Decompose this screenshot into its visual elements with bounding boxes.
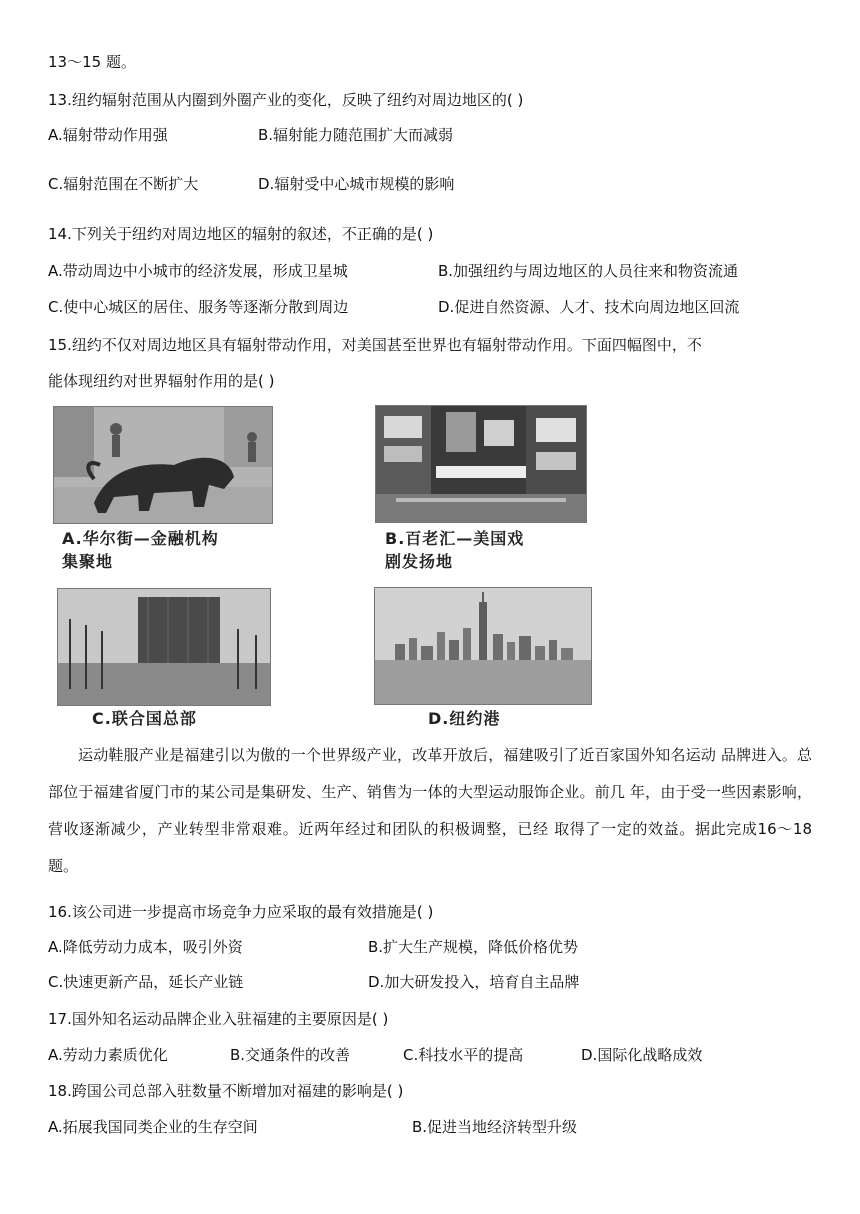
- caption-b-line1: B.百老汇—美国戏: [385, 529, 525, 548]
- q13-stem: 13.纽约辐射范围从内圈到外圈产业的变化，反映了纽约对周边地区的( ): [48, 91, 524, 109]
- q16-option-a: A.降低劳动力成本，吸引外资: [48, 938, 243, 956]
- q18-option-b: B.促进当地经济转型升级: [412, 1118, 578, 1136]
- un-building-illustration: [58, 589, 270, 705]
- intro-line: 13～15 题。: [48, 53, 136, 71]
- q13-option-a: A.辐射带动作用强: [48, 126, 168, 144]
- q15-stem-line1: 15.纽约不仅对周边地区具有辐射带动作用，对美国甚至世界也有辐射带动作用。下面四幅图中，不: [48, 336, 702, 354]
- q13-option-b: B.辐射能力随范围扩大而减弱: [258, 126, 454, 144]
- skyline-illustration: [375, 588, 591, 704]
- q13-option-c: C.辐射范围在不断扩大: [48, 175, 199, 193]
- q17-option-a: A.劳动力素质优化: [48, 1046, 168, 1064]
- q15-stem-line2: 能体现纽约对世界辐射作用的是( ): [48, 372, 275, 390]
- q16-stem: 16.该公司进一步提高市场竞争力应采取的最有效措施是( ): [48, 903, 434, 921]
- caption-c: C.联合国总部: [92, 709, 197, 728]
- caption-d: D.纽约港: [428, 709, 501, 728]
- broadway-illustration: [376, 406, 586, 522]
- q14-option-c: C.使中心城区的居住、服务等逐渐分散到周边: [48, 298, 349, 316]
- caption-b-line2: 剧发扬地: [385, 552, 454, 571]
- q14-option-b: B.加强纽约与周边地区的人员往来和物资流通: [438, 262, 739, 280]
- bull-illustration: [54, 407, 272, 523]
- q17-option-c: C.科技水平的提高: [403, 1046, 524, 1064]
- q16-option-d: D.加大研发投入，培育自主品牌: [368, 973, 580, 991]
- passage-paragraph: 运动鞋服产业是福建引以为傲的一个世界级产业，改革开放后，福建吸引了近百家国外知名运动 品牌进入。总部位于福建省厦门市的某公司是集研发、生产、销售为一体的大型运动服饰企业。前几 年，由于受一些因素影响，营收逐渐减少，产业转型非常艰难。近两年经过和团队的积极调整，已经 取得了一定的效益。据此完成16～18 题。: [48, 746, 812, 875]
- q18-stem: 18.跨国公司总部入驻数量不断增加对福建的影响是( ): [48, 1082, 404, 1100]
- q17-option-d: D.国际化战略成效: [581, 1046, 703, 1064]
- q14-option-d: D.促进自然资源、人才、技术向周边地区回流: [438, 298, 740, 316]
- un-headquarters-image: [57, 588, 271, 706]
- q17-option-b: B.交通条件的改善: [230, 1046, 351, 1064]
- q16-option-c: C.快速更新产品，延长产业链: [48, 973, 244, 991]
- q18-option-a: A.拓展我国同类企业的生存空间: [48, 1118, 258, 1136]
- caption-a-line1: A.华尔街—金融机构: [62, 529, 219, 548]
- wall-street-bull-image: [53, 406, 273, 524]
- q16-option-b: B.扩大生产规模，降低价格优势: [368, 938, 579, 956]
- q14-stem: 14.下列关于纽约对周边地区的辐射的叙述，不正确的是( ): [48, 225, 434, 243]
- q13-option-d: D.辐射受中心城市规模的影响: [258, 175, 455, 193]
- new-york-harbor-image: [374, 587, 592, 705]
- broadway-image: [375, 405, 587, 523]
- caption-a-line2: 集聚地: [62, 552, 114, 571]
- q14-option-a: A.带动周边中小城市的经济发展，形成卫星城: [48, 262, 348, 280]
- q17-stem: 17.国外知名运动品牌企业入驻福建的主要原因是( ): [48, 1010, 389, 1028]
